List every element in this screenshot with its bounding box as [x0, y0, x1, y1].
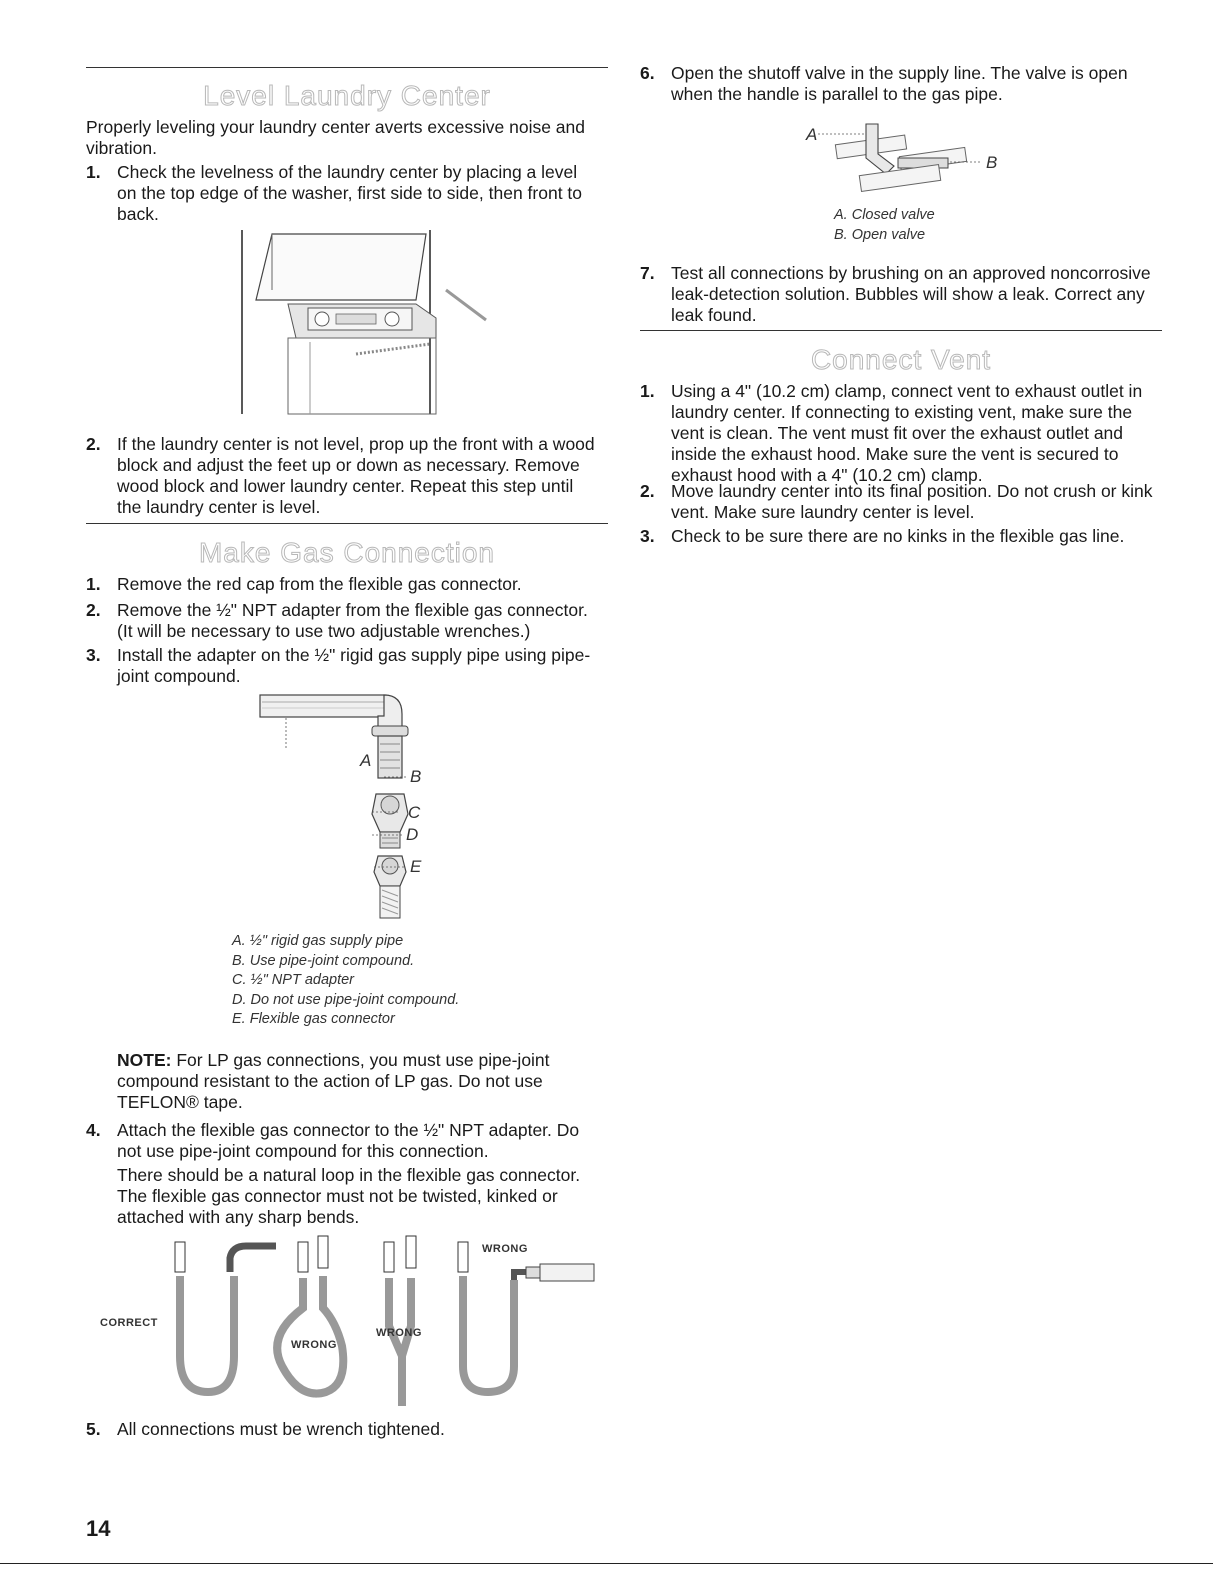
section-divider	[640, 330, 1162, 331]
step-text: All connections must be wrench tightened.	[117, 1419, 445, 1439]
caption-open-valve: B. Open valve	[834, 226, 926, 243]
step-text: Check to be sure there are no kinks in the flexible gas line.	[671, 526, 1125, 546]
step-number: 4.	[86, 1120, 101, 1140]
gas-step-1	[86, 574, 606, 596]
page-bottom-rule	[0, 1563, 1213, 1564]
callout-d: D	[406, 825, 419, 844]
valve-callout-a: A	[806, 125, 818, 144]
step-text: Using a 4" (10.2 cm) clamp, connect vent to exhaust outlet in laundry center. If connecting to existing vent, make sure the vent is clean. The vent must fit over the exhaust outlet and inside the exhaust hood. Make sure the vent is secured to exhaust hood with a 4" (10.2 cm) clamp.	[671, 381, 1143, 485]
label-wrong-1: WRONG	[291, 1339, 337, 1351]
gas-heading: Make Gas Connection	[198, 537, 496, 568]
step-number: 7.	[640, 263, 655, 283]
page-number: 14	[86, 1516, 111, 1541]
step-text: Remove the red cap from the flexible gas connector.	[117, 574, 522, 594]
callout-e: E	[410, 857, 422, 876]
label-correct: CORRECT	[100, 1317, 158, 1329]
level-step-2	[86, 434, 601, 518]
step-number: 6.	[640, 63, 655, 83]
caption-c: C. ½" NPT adapter	[232, 972, 355, 988]
gas-step-3	[86, 645, 606, 689]
gas-step-6	[640, 63, 1155, 107]
shutoff-valve-diagram	[800, 118, 1000, 202]
step-number: 1.	[86, 574, 101, 594]
step-text: Move laundry center into its final position. Do not crush or kink vent. Make sure laundry center is level.	[671, 481, 1153, 522]
step-text: Open the shutoff valve in the supply line. The valve is open when the handle is parallel to the gas pipe.	[671, 63, 1128, 104]
note-label: NOTE:	[117, 1050, 172, 1070]
section-divider	[86, 67, 608, 68]
step-number: 2.	[86, 600, 101, 620]
caption-b: B. Use pipe-joint compound.	[232, 952, 415, 969]
step-text: If the laundry center is not level, prop up the front with a wood block and adjust the feet up or down as necessary. Remove wood block and lower laundry center. Repeat this step until the laundry center is level.	[117, 434, 595, 517]
gas-step-7	[640, 263, 1160, 329]
valve-captions	[834, 206, 935, 245]
laundry-center-level-illustration	[236, 230, 436, 414]
gas-step-4	[86, 1120, 606, 1164]
step-number: 5.	[86, 1419, 101, 1439]
vent-step-1	[640, 381, 1160, 489]
caption-d: D. Do not use pipe-joint compound.	[232, 991, 460, 1008]
lp-gas-note	[117, 1050, 597, 1113]
step-text: Check the levelness of the laundry center by placing a level on the top edge of the washer, first side to side, then front to back.	[117, 162, 583, 224]
connector-loop-illustration	[86, 1236, 606, 1412]
step-number: 2.	[640, 481, 655, 501]
step-number: 1.	[86, 162, 101, 182]
callout-b: B	[410, 767, 422, 786]
vent-heading: Connect Vent	[810, 344, 992, 375]
valve-callout-b: B	[986, 153, 998, 172]
step-number: 1.	[640, 381, 655, 401]
level-step-1	[86, 162, 601, 228]
caption-closed-valve: A. Closed valve	[834, 207, 935, 223]
section-divider	[86, 523, 608, 524]
callout-c: C	[408, 803, 421, 822]
vent-step-2	[640, 481, 1160, 525]
gas-step-2	[86, 600, 606, 644]
step-text: Install the adapter on the ½" rigid gas supply pipe using pipe-joint compound.	[117, 645, 591, 686]
label-wrong-3: WRONG	[482, 1243, 528, 1255]
step-text: Remove the ½" NPT adapter from the flexible gas connector. (It will be necessary to use two adjustable wrenches.)	[117, 600, 588, 641]
level-intro: Properly leveling your laundry center averts excessive noise and vibration.	[86, 117, 586, 158]
caption-e: E. Flexible gas connector	[232, 1011, 395, 1027]
step-number: 2.	[86, 434, 101, 454]
label-wrong-2: WRONG	[376, 1327, 422, 1339]
gas-step-5	[86, 1419, 606, 1441]
level-heading: Level Laundry Center	[203, 80, 491, 111]
step-number: 3.	[86, 645, 101, 665]
callout-a: A	[360, 751, 372, 770]
caption-a: A. ½" rigid gas supply pipe	[232, 933, 404, 949]
vent-step-3	[640, 526, 1160, 548]
note-text: For LP gas connections, you must use pipe-joint compound resistant to the action of LP gas. Do not use TEFLON® tape.	[117, 1050, 550, 1112]
gas-fitting-diagram	[256, 690, 422, 922]
loop-instructions: There should be a natural loop in the flexible gas connector. The flexible gas connector must not be twisted, kinked or attached with any sharp bends.	[117, 1165, 581, 1227]
step-text: Test all connections by brushing on an approved noncorrosive leak-detection solution. Bubbles will show a leak. Correct any leak found.	[671, 263, 1151, 325]
step-number: 3.	[640, 526, 655, 546]
fitting-captions	[232, 932, 459, 1030]
step-text: Attach the flexible gas connector to the ½" NPT adapter. Do not use pipe-joint compound for this connection.	[117, 1120, 580, 1161]
